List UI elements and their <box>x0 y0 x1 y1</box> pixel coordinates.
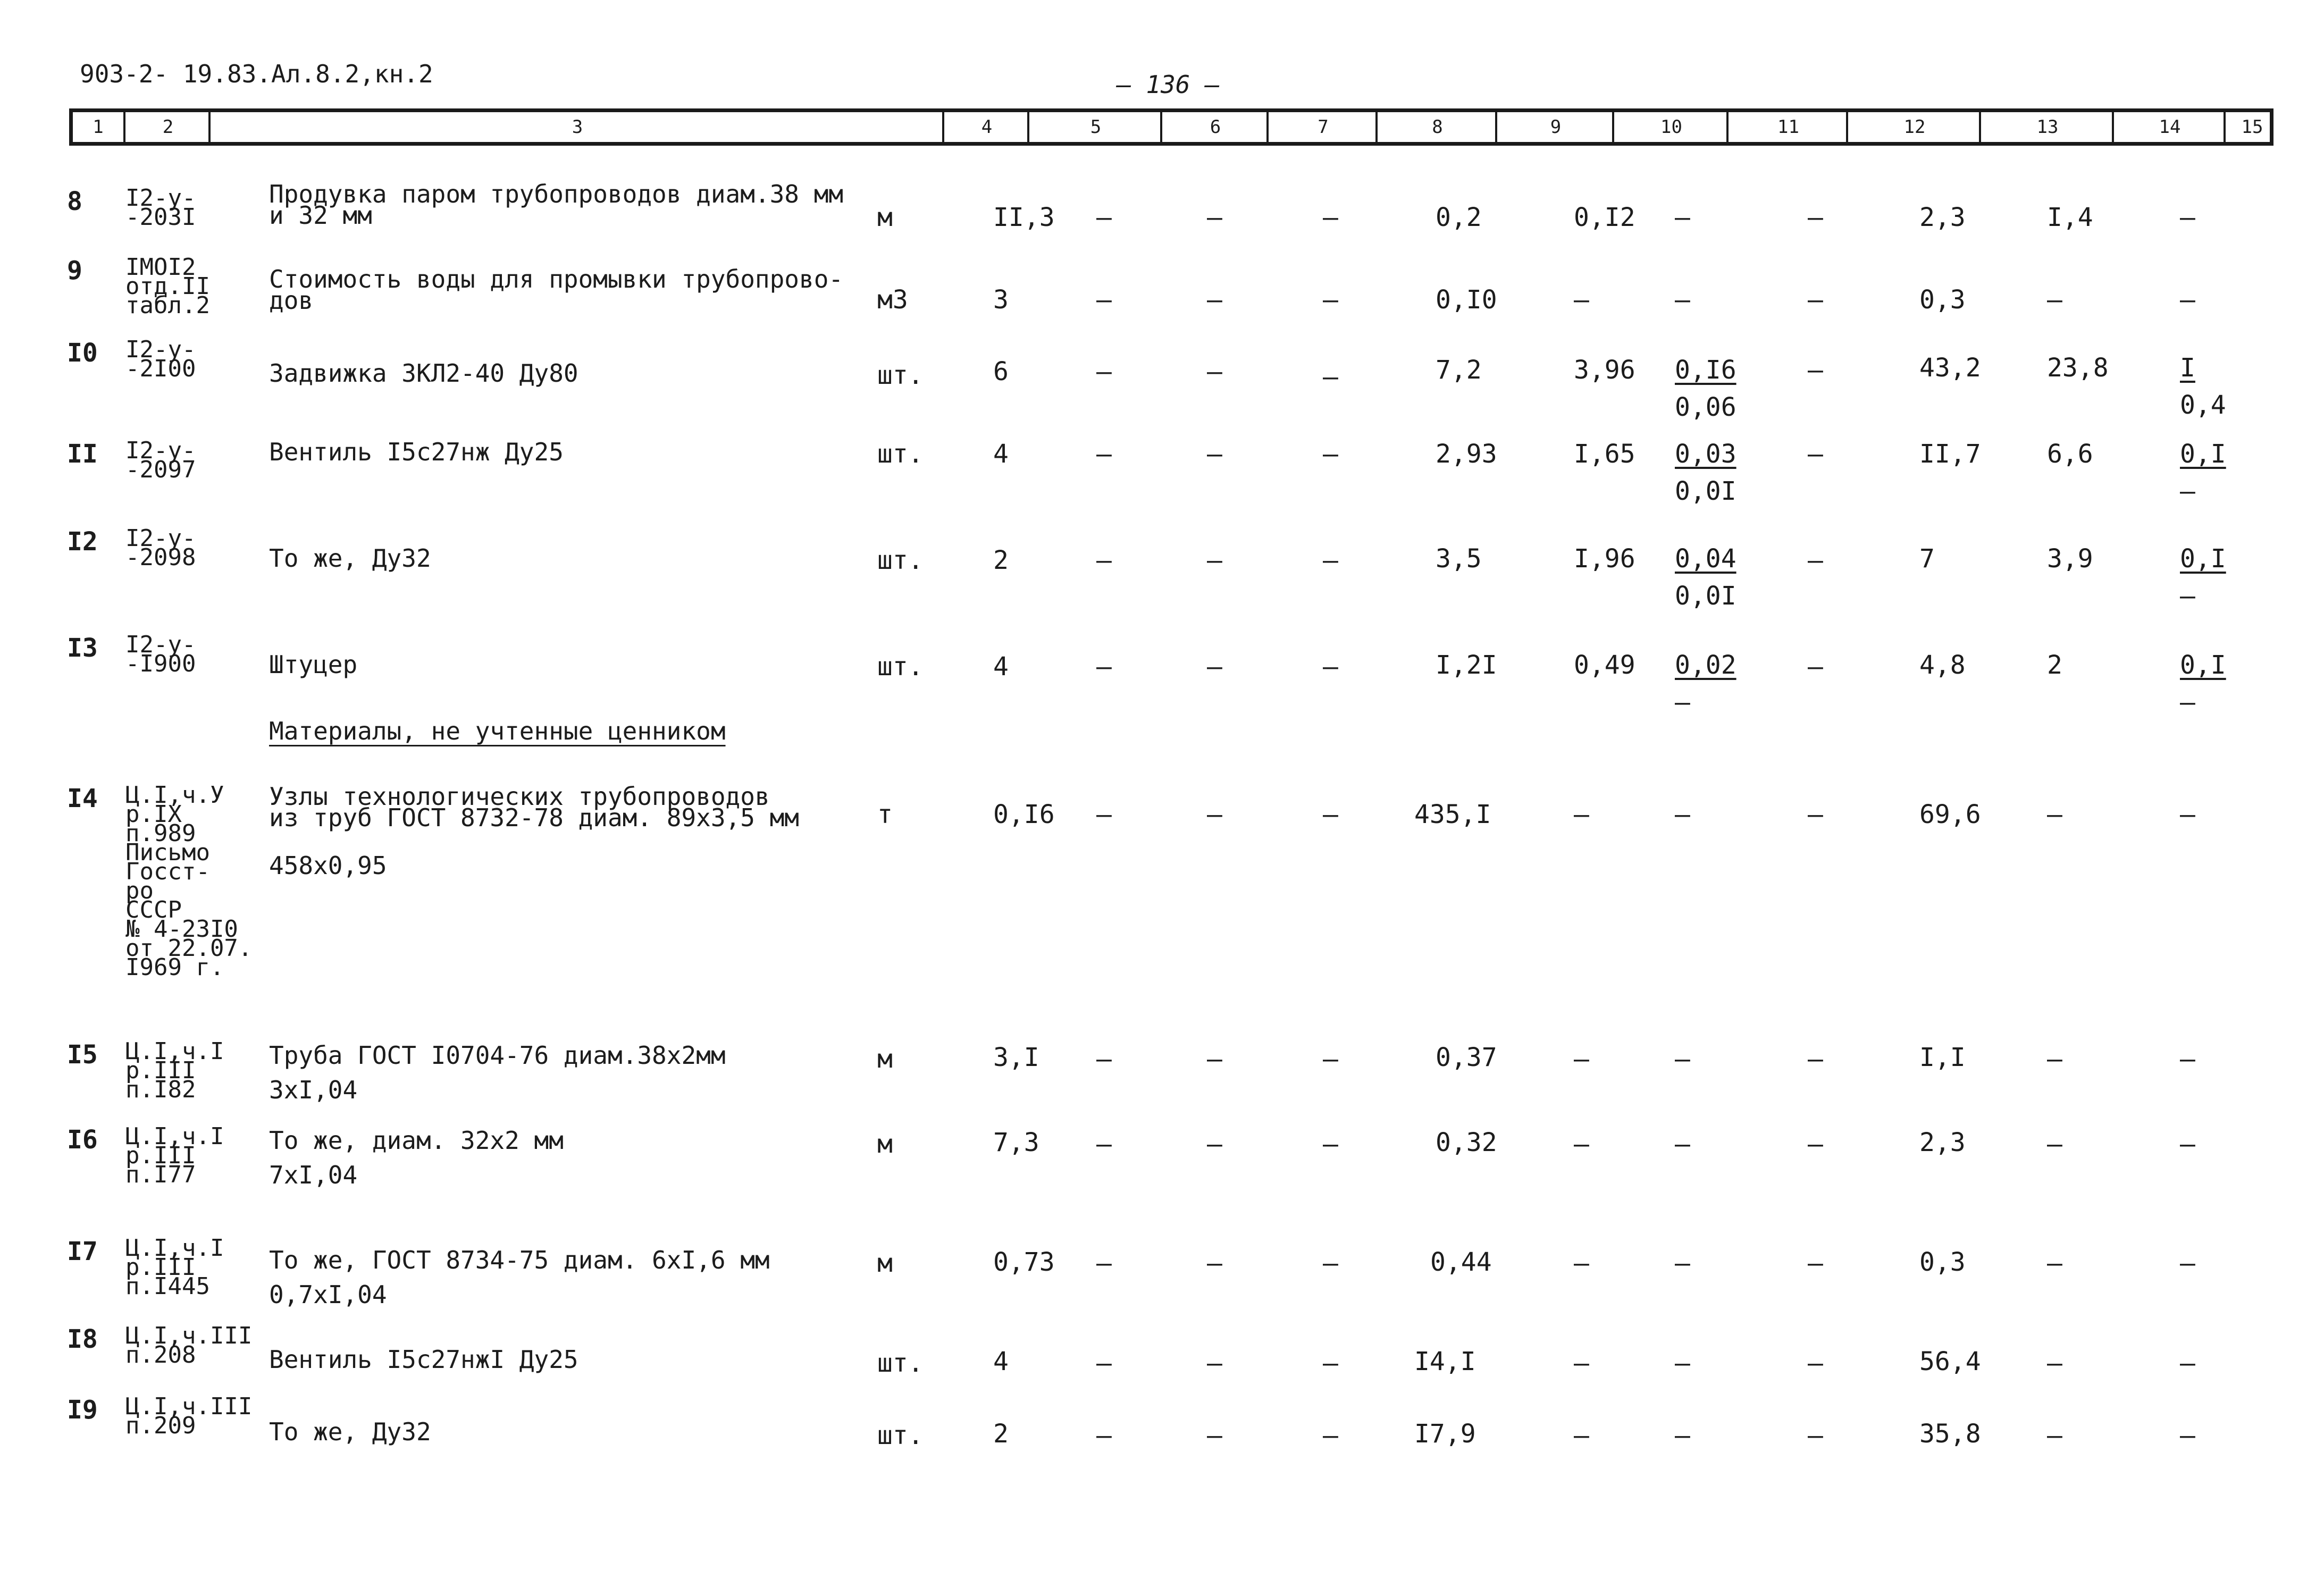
row-description-calc: 7хI,04 <box>269 1161 358 1189</box>
row-number: I5 <box>67 1040 98 1070</box>
row-number: I6 <box>67 1125 98 1155</box>
row-col10: I,96 <box>1574 544 1635 574</box>
row-reference: I2-у- -203I <box>125 184 196 231</box>
row-col15-fraction: I 0,4 <box>2180 353 2226 420</box>
row-col8: – <box>1323 1248 1338 1278</box>
row-quantity: 3 <box>993 285 1009 315</box>
row-col7: – <box>1207 1129 1222 1159</box>
row-col7: – <box>1207 203 1222 232</box>
row-col6: – <box>1096 203 1112 232</box>
row-col15: – <box>2180 800 2195 829</box>
column-header-5: 5 <box>1027 112 1162 142</box>
row-unit: шт. <box>877 360 924 390</box>
row-unit: м <box>877 203 893 232</box>
row-col13: 56,4 <box>1919 1347 1981 1376</box>
row-col6: – <box>1096 545 1112 575</box>
row-col11-fraction: 0,03 0,0I <box>1675 439 1736 506</box>
row-col11-fraction: 0,04 0,0I <box>1675 544 1736 611</box>
row-col13: I,I <box>1919 1043 1966 1072</box>
row-reference: Ц.I,ч.III п.209 <box>125 1393 253 1439</box>
row-col10: 0,I2 <box>1574 203 1635 232</box>
row-col7: – <box>1207 652 1222 682</box>
row-col9: 3,5 <box>1436 544 1482 574</box>
row-col7: – <box>1207 1248 1222 1278</box>
row-unit: шт. <box>877 652 924 682</box>
column-header-12: 12 <box>1846 112 1981 142</box>
row-col6: – <box>1096 652 1112 682</box>
row-col8: – <box>1323 1044 1338 1074</box>
row-description-calc: 458х0,95 <box>269 851 387 880</box>
column-header-2: 2 <box>123 112 211 142</box>
row-col11: – <box>1675 1129 1690 1159</box>
row-col10: – <box>1574 1129 1589 1159</box>
row-col15-fraction: 0,I – <box>2180 439 2226 506</box>
row-description: То же, Ду32 <box>269 1417 431 1446</box>
row-col6: – <box>1096 439 1112 469</box>
row-col12: – <box>1808 1421 1823 1450</box>
row-col10: – <box>1574 285 1589 315</box>
column-header-1: 1 <box>93 116 104 138</box>
row-col12: – <box>1808 652 1823 682</box>
row-col8: – <box>1323 1348 1338 1378</box>
row-col6: – <box>1096 1348 1112 1378</box>
row-description: Штуцер <box>269 650 358 679</box>
row-col10: 0,49 <box>1574 650 1635 680</box>
row-col12: – <box>1808 1129 1823 1159</box>
row-col13: 0,3 <box>1919 1247 1966 1277</box>
row-reference: I2-у- -2098 <box>125 525 196 571</box>
row-col11: – <box>1675 1248 1690 1278</box>
row-col8: – <box>1323 1129 1338 1159</box>
row-description: Узлы технологических трубопроводов из труб ГОСТ 8732-78 диам. 89х3,5 мм <box>269 782 799 832</box>
row-col10: – <box>1574 1421 1589 1450</box>
page-number: — 136 — <box>1117 70 1220 99</box>
row-unit: шт. <box>877 439 924 469</box>
row-reference: I2-у- -2097 <box>125 437 196 483</box>
row-unit: м <box>877 1044 893 1074</box>
row-col13: 69,6 <box>1919 800 1981 829</box>
row-col11: – <box>1675 203 1690 232</box>
row-col15: – <box>2180 1044 2195 1074</box>
row-col13: 7 <box>1919 544 1935 574</box>
row-col9: I7,9 <box>1414 1419 1476 1449</box>
row-unit: т <box>877 800 893 829</box>
row-col6: – <box>1096 1044 1112 1074</box>
row-col15: – <box>2180 285 2195 315</box>
row-col9: 435,I <box>1414 800 1491 829</box>
row-col12: – <box>1808 355 1823 385</box>
row-unit: шт. <box>877 545 924 575</box>
row-col12: – <box>1808 1348 1823 1378</box>
row-col14: – <box>2047 800 2062 829</box>
row-col15-fraction: 0,I – <box>2180 544 2226 611</box>
row-reference: Ц.I,ч.I р.III п.I77 <box>125 1123 224 1188</box>
row-col14: 6,6 <box>2047 439 2093 469</box>
row-col11-fraction: 0,02 – <box>1675 650 1736 717</box>
row-col14: – <box>2047 285 2062 315</box>
row-unit: м3 <box>877 285 908 315</box>
row-col12: – <box>1808 1044 1823 1074</box>
row-col8: – <box>1323 545 1338 575</box>
row-col7: – <box>1207 1421 1222 1450</box>
column-header-11: 11 <box>1726 112 1848 142</box>
row-unit: м <box>877 1129 893 1159</box>
row-col14: – <box>2047 1129 2062 1159</box>
row-col12: – <box>1808 800 1823 829</box>
row-quantity: 7,3 <box>993 1128 1039 1157</box>
row-quantity: 4 <box>993 1347 1009 1376</box>
row-col11: – <box>1675 1044 1690 1074</box>
row-reference: Ц.I,ч.У р.IХ п.989 Письмо Госст- ро СССР № 4-23I0 от 22.07. I969 г. <box>125 782 253 981</box>
row-number: I0 <box>67 338 98 368</box>
row-col8: – <box>1323 1421 1338 1450</box>
row-col14: – <box>2047 1348 2062 1378</box>
row-col7: – <box>1207 1044 1222 1074</box>
row-col10: – <box>1574 800 1589 829</box>
row-quantity: 4 <box>993 652 1009 682</box>
column-header-6: 6 <box>1160 112 1269 142</box>
row-col9: I4,I <box>1414 1347 1476 1376</box>
row-col13: 35,8 <box>1919 1419 1981 1449</box>
row-col13: 2,3 <box>1919 1128 1966 1157</box>
row-col11: – <box>1675 1421 1690 1450</box>
row-description: Задвижка 3КЛ2-40 Ду80 <box>269 359 578 388</box>
row-col14: 23,8 <box>2047 353 2109 383</box>
row-col9: I,2I <box>1436 650 1497 680</box>
row-reference: I2-у- -2I00 <box>125 336 196 382</box>
row-col7: – <box>1207 800 1222 829</box>
row-description: Продувка паром трубопроводов диам.38 мм и 32 мм <box>269 180 844 230</box>
row-col13: 0,3 <box>1919 285 1966 315</box>
row-col9: 0,32 <box>1436 1128 1497 1157</box>
row-col11: – <box>1675 800 1690 829</box>
row-col6: – <box>1096 357 1112 387</box>
column-header-10: 10 <box>1612 112 1729 142</box>
row-quantity: 4 <box>993 439 1009 469</box>
row-quantity: 2 <box>993 1419 1009 1449</box>
row-col12: – <box>1808 1248 1823 1278</box>
row-description: Вентиль I5с27нж Ду25 <box>269 438 564 466</box>
row-col12: – <box>1808 545 1823 575</box>
section-heading: Материалы, не учтенные ценником <box>269 717 726 745</box>
row-col8: – <box>1323 362 1338 392</box>
row-col6: – <box>1096 1421 1112 1450</box>
row-col10: – <box>1574 1044 1589 1074</box>
column-header-7: 7 <box>1266 112 1378 142</box>
row-col13: 2,3 <box>1919 203 1966 232</box>
row-number: I2 <box>67 527 98 557</box>
row-col10: – <box>1574 1348 1589 1378</box>
row-col15: – <box>2180 1421 2195 1450</box>
row-col12: – <box>1808 203 1823 232</box>
row-col6: – <box>1096 1129 1112 1159</box>
row-unit: шт. <box>877 1348 924 1378</box>
row-unit: м <box>877 1248 893 1278</box>
row-col14: 3,9 <box>2047 544 2093 574</box>
row-reference: I2-у- -I900 <box>125 631 196 677</box>
row-col14: – <box>2047 1044 2062 1074</box>
row-col15: – <box>2180 1129 2195 1159</box>
row-col9: 2,93 <box>1436 439 1497 469</box>
row-description: Труба ГОСТ I0704-76 диам.38х2мм <box>269 1041 726 1070</box>
column-header-15: 15 <box>2224 112 2279 142</box>
row-number: I3 <box>67 633 98 663</box>
row-col14: 2 <box>2047 650 2062 680</box>
row-col11-fraction: 0,I6 0,06 <box>1675 355 1736 422</box>
column-header-bar <box>69 108 2273 146</box>
row-col14: – <box>2047 1248 2062 1278</box>
row-description: Стоимость воды для промывки трубопрово- дов <box>269 265 844 315</box>
row-quantity: 2 <box>993 545 1009 575</box>
row-reference: Ц.I,ч.III п.208 <box>125 1322 253 1368</box>
row-quantity: 3,I <box>993 1043 1039 1072</box>
row-col8: – <box>1323 439 1338 469</box>
row-number: II <box>67 439 98 469</box>
row-col7: – <box>1207 285 1222 315</box>
row-col15: – <box>2180 1248 2195 1278</box>
row-col15: – <box>2180 203 2195 232</box>
row-number: 9 <box>67 256 82 286</box>
row-description: То же, ГОСТ 8734-75 диам. 6хI,6 мм <box>269 1246 770 1274</box>
column-header-3: 3 <box>208 112 944 142</box>
row-quantity: II,3 <box>993 203 1055 232</box>
row-col8: – <box>1323 652 1338 682</box>
row-quantity: 0,73 <box>993 1247 1055 1277</box>
row-col8: – <box>1323 285 1338 315</box>
row-col8: – <box>1323 203 1338 232</box>
row-col6: – <box>1096 1248 1112 1278</box>
row-col13: 43,2 <box>1919 353 1981 383</box>
row-col7: – <box>1207 439 1222 469</box>
row-col12: – <box>1808 285 1823 315</box>
row-number: I4 <box>67 784 98 813</box>
row-reference: Ц.I,ч.I р.III п.I445 <box>125 1235 224 1300</box>
row-col7: – <box>1207 1348 1222 1378</box>
row-unit: шт. <box>877 1421 924 1450</box>
row-col13: 4,8 <box>1919 650 1966 680</box>
column-header-14: 14 <box>2112 112 2226 142</box>
column-header-4: 4 <box>942 112 1029 142</box>
row-description: То же, диам. 32х2 мм <box>269 1126 564 1155</box>
row-col9: 0,44 <box>1430 1247 1492 1277</box>
row-reference: IМОI2 отд.II табл.2 <box>125 254 210 319</box>
row-col11: – <box>1675 285 1690 315</box>
column-header-9: 9 <box>1495 112 1614 142</box>
row-col9: 0,I0 <box>1436 285 1497 315</box>
row-col6: – <box>1096 800 1112 829</box>
column-header-13: 13 <box>1979 112 2114 142</box>
row-col7: – <box>1207 357 1222 387</box>
row-col8: – <box>1323 800 1338 829</box>
row-quantity: 6 <box>993 357 1009 387</box>
row-col15-fraction: 0,I – <box>2180 650 2226 717</box>
row-col12: – <box>1808 439 1823 469</box>
row-col15: – <box>2180 1348 2195 1378</box>
row-number: I7 <box>67 1237 98 1266</box>
row-number: 8 <box>67 187 82 216</box>
row-reference: Ц.I,ч.I р.III п.I82 <box>125 1038 224 1103</box>
row-col9: 0,37 <box>1436 1043 1497 1072</box>
row-col6: – <box>1096 285 1112 315</box>
row-description-calc: 0,7хI,04 <box>269 1280 387 1309</box>
column-header-8: 8 <box>1375 112 1497 142</box>
document-code: 903-2- 19.83.Ал.8.2,кн.2 <box>80 60 433 88</box>
row-col13: II,7 <box>1919 439 1981 469</box>
row-description: Вентиль I5с27нжI Ду25 <box>269 1345 578 1374</box>
row-col9: 0,2 <box>1436 203 1482 232</box>
row-col10: 3,96 <box>1574 355 1635 385</box>
row-number: I9 <box>67 1395 98 1425</box>
row-description: То же, Ду32 <box>269 544 431 573</box>
row-col10: – <box>1574 1248 1589 1278</box>
row-col14: – <box>2047 1421 2062 1450</box>
row-number: I8 <box>67 1324 98 1354</box>
row-col14: I,4 <box>2047 203 2093 232</box>
row-col10: I,65 <box>1574 439 1635 469</box>
row-col11: – <box>1675 1348 1690 1378</box>
row-quantity: 0,I6 <box>993 800 1055 829</box>
row-col7: – <box>1207 545 1222 575</box>
row-description-calc: 3хI,04 <box>269 1076 358 1104</box>
row-col9: 7,2 <box>1436 355 1482 385</box>
